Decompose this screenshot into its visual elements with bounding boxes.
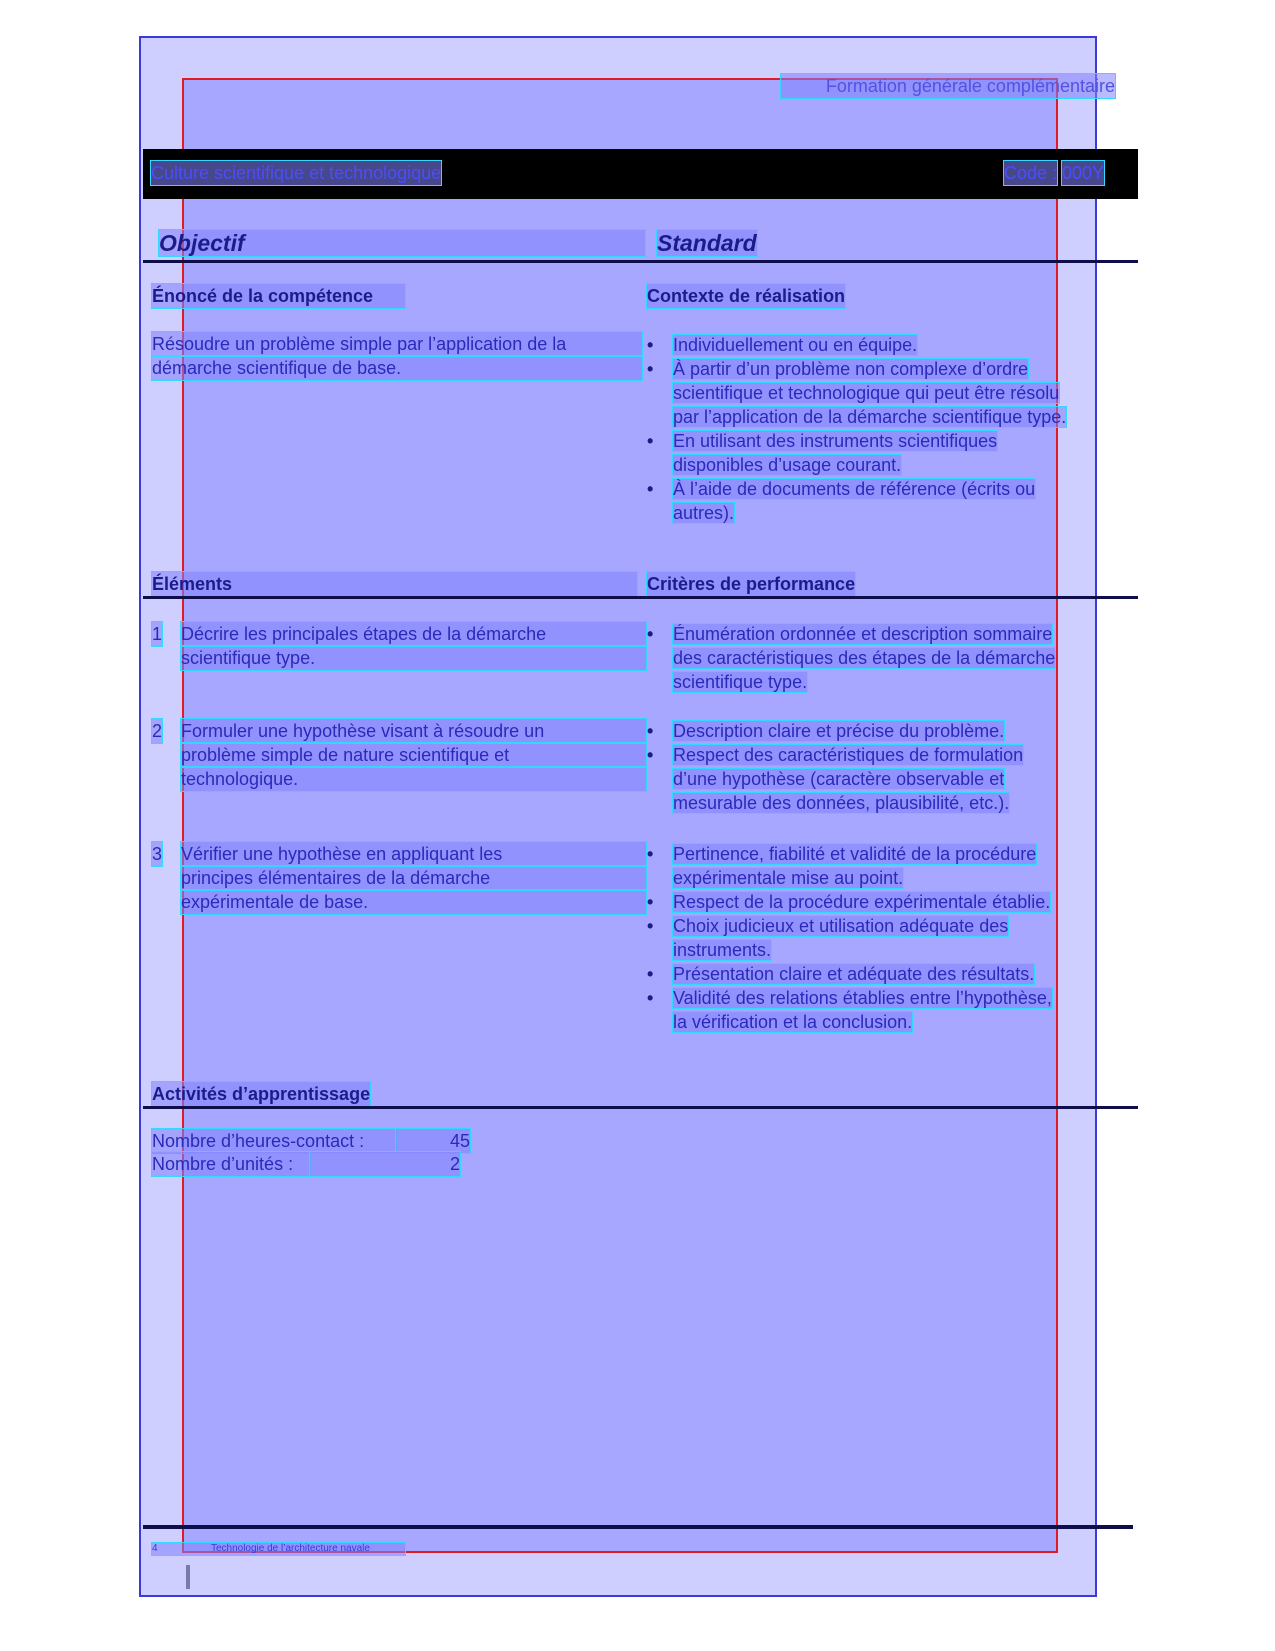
page-marker bbox=[186, 1565, 190, 1589]
footer-program-name: Technologie de l’architecture navale bbox=[210, 1543, 370, 1554]
criteria-item: • Description claire et précise du problème. bbox=[647, 719, 1117, 743]
criteria-item: • Choix judicieux et utilisation adéquate des instruments. bbox=[647, 914, 1117, 962]
competence-statement bbox=[152, 332, 642, 380]
element-statement: Formuler une hypothèse visant à résoudre un problème simple de nature scientifique et technologique. bbox=[181, 719, 646, 791]
context-item: • À l’aide de documents de référence (écrits ou autres). bbox=[647, 477, 1117, 525]
page-number: 4 bbox=[152, 1543, 158, 1554]
element-number: 1 bbox=[152, 624, 163, 644]
objective-heading: Objectif bbox=[159, 230, 645, 256]
element-statement: Vérifier une hypothèse en appliquant les principes élémentaires de la démarche expérimentale de base. bbox=[181, 842, 646, 914]
criteria-item: • Validité des relations établies entre l’hypothèse, la vérification et la conclusion. bbox=[647, 986, 1117, 1034]
page-footer bbox=[152, 1543, 405, 1555]
competence-line: Résoudre un problème simple par l’application de la bbox=[152, 332, 642, 356]
footer-rule bbox=[143, 1525, 1133, 1529]
units-value: 2 bbox=[310, 1152, 460, 1176]
activities-rule bbox=[143, 1106, 1138, 1109]
code-value: 000Y bbox=[1062, 163, 1105, 183]
context-list bbox=[647, 333, 1117, 525]
criteria-list bbox=[647, 842, 1117, 1034]
hours-label: Nombre d’heures-contact : bbox=[152, 1129, 396, 1153]
units-label: Nombre d’unités : bbox=[152, 1152, 310, 1176]
criteria-item: • Respect des caractéristiques de formulation d’une hypothèse (caractère observable et mesurable des données, plausibilité, etc.). bbox=[647, 743, 1117, 815]
activities-heading: Activités d’apprentissage bbox=[152, 1084, 371, 1104]
element-statement: Décrire les principales étapes de la démarche scientifique type. bbox=[181, 622, 646, 670]
criteria-list bbox=[647, 622, 1117, 694]
context-heading: Contexte de réalisation bbox=[647, 286, 846, 306]
criteria-heading: Critères de performance bbox=[647, 574, 856, 594]
context-item: • En utilisant des instruments scientifiques disponibles d’usage courant. bbox=[647, 429, 1117, 477]
criteria-item: • Pertinence, fiabilité et validité de la procédure expérimentale mise au point. bbox=[647, 842, 1117, 890]
context-item: • À partir d’un problème non complexe d’ordre scientifique et technologique qui peut être résolu par l’application de la démarche scientifique type. bbox=[647, 357, 1117, 429]
criteria-item: • Respect de la procédure expérimentale établie. bbox=[647, 890, 1117, 914]
code-label: Code : bbox=[1004, 163, 1058, 183]
standard-heading: Standard bbox=[657, 230, 757, 256]
elements-rule bbox=[143, 596, 1138, 599]
criteria-item: • Présentation claire et adéquate des résultats. bbox=[647, 962, 1117, 986]
competence-heading: Énoncé de la compétence bbox=[152, 284, 405, 308]
criteria-list bbox=[647, 719, 1117, 815]
heading-rule bbox=[143, 260, 1138, 263]
element-number: 2 bbox=[152, 721, 163, 741]
elements-heading: Éléments bbox=[152, 572, 637, 596]
context-item: • Individuellement ou en équipe. bbox=[647, 333, 1117, 357]
program-header: Formation générale complémentaire bbox=[781, 74, 1115, 98]
criteria-item: • Énumération ordonnée et description sommaire des caractéristiques des étapes de la démarche scientifique type. bbox=[647, 622, 1117, 694]
course-title-bar bbox=[143, 149, 1138, 199]
hours-value: 45 bbox=[396, 1129, 470, 1153]
course-title: Culture scientifique et technologique bbox=[151, 163, 442, 183]
element-number: 3 bbox=[152, 844, 163, 864]
competence-line: démarche scientifique de base. bbox=[152, 356, 642, 380]
